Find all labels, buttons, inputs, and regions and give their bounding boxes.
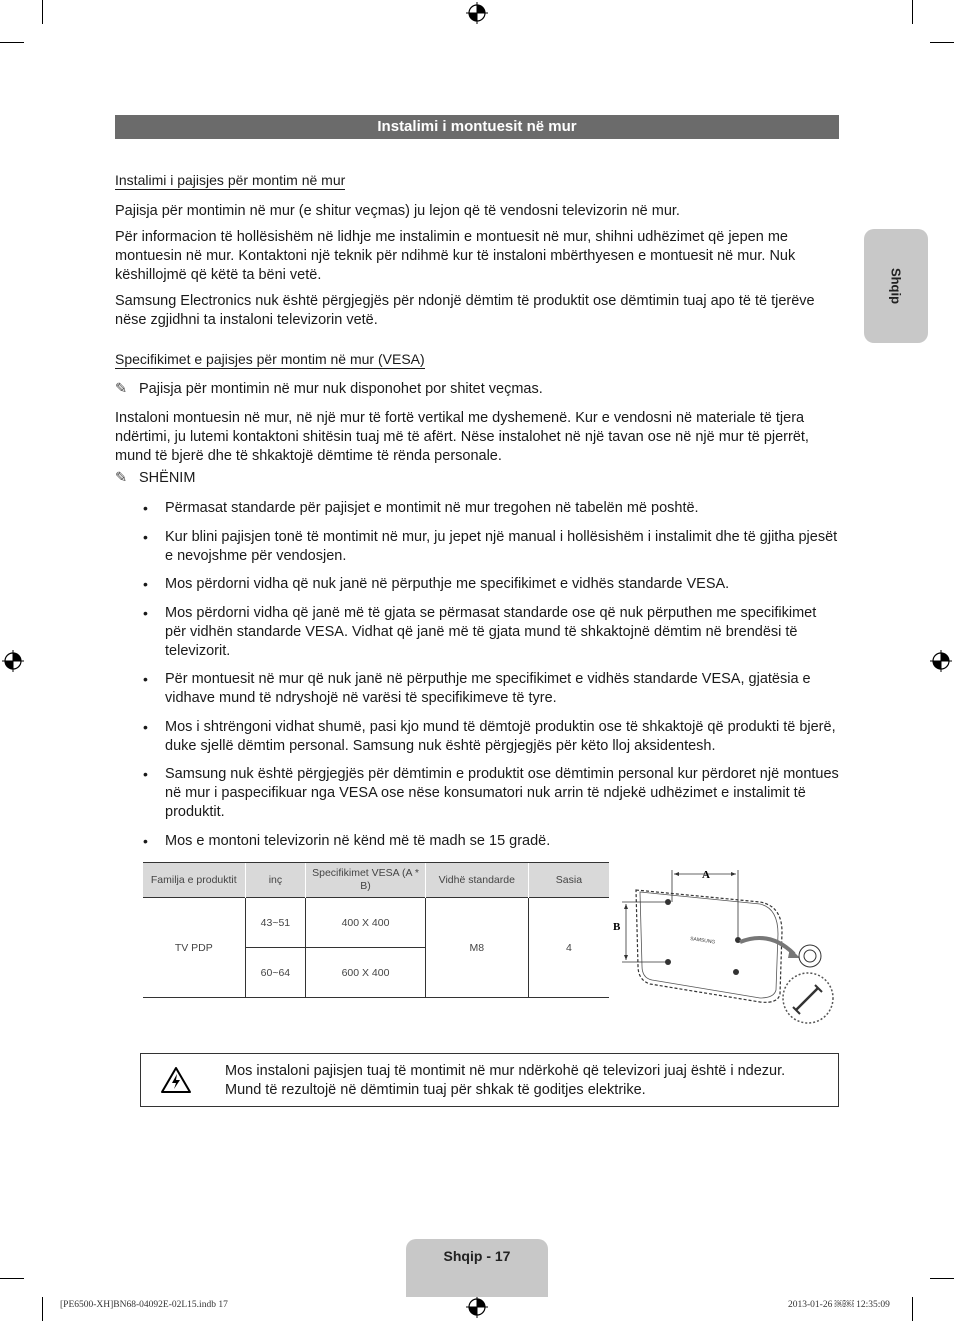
table-header: inç [245, 863, 306, 898]
paragraph: Instaloni montuesin në mur, në një mur të fortë vertikal me dyshemenë. Kur e vendosni në materiale të tjera ndërtimi, ju lutemi kontaktoni shitësin tuaj më të afërt. Nëse instalohet në një tavan ose në një mur të pjerrët, mund të bjerë dhe të shkaktojë dëmtime të rënda personale. [115, 410, 809, 464]
registration-mark-icon [2, 650, 24, 672]
warning-text: Mos instaloni pajisjen tuaj të montimit në mur ndërkohë që televizori juaj është i ndezur. Mund të rezultojë në dëmtimin tuaj për shkak të goditjes elektrike. [225, 1063, 786, 1098]
crop-mark [42, 0, 43, 24]
subheading-vesa-specs: Specifikimet e pajisjes për montim në mur (VESA) [115, 351, 425, 367]
list-item: • Mos i shtrëngoni vidhat shumë, pasi kjo mund të dëmtojë produktin ose të shkaktojë që produkti të bjerë, duke sjellë dëmtim personal. Samsung nuk është përgjegjës për këto lloj aksidentesh. [143, 718, 839, 756]
crop-mark [42, 1297, 43, 1321]
tv-wall-mount-diagram [610, 862, 840, 1030]
language-side-tab [864, 229, 928, 343]
table-cell-qty: 4 [528, 898, 609, 998]
note-heading [115, 469, 839, 488]
warning-electric-shock-icon [160, 1066, 192, 1094]
pencil-note-icon: ✎ [115, 381, 128, 397]
note-label: SHËNIM [139, 470, 196, 486]
crop-mark [0, 1278, 24, 1279]
note-line [115, 380, 839, 399]
table-cell-inch: 60~64 [245, 948, 306, 998]
paragraph: Samsung Electronics nuk është përgjegjës për ndonjë dëmtim të produktit ose dëmtimin tuaj apo të të tjerëve nëse zgjidhni ta instaloni televizorin vetë. [115, 293, 815, 328]
crop-mark [930, 42, 954, 43]
table-header-row [143, 863, 609, 898]
footer-file-info: [PE6500-XH]BN68-04092E-02L15.indb 17 [60, 1300, 228, 1310]
diagram-brand-text: SAMSUNG [689, 936, 716, 946]
page-number: Shqip - 17 [443, 1248, 511, 1264]
table-cell-family: TV PDP [143, 898, 245, 998]
table-cell-vesa: 600 X 400 [306, 948, 426, 998]
side-tab-label: Shqip [888, 267, 904, 305]
note-text: Pajisja për montimin në mur nuk disponohet por shitet veçmas. [139, 381, 543, 397]
crop-mark [0, 42, 24, 43]
table-header: Specifikimet VESA (A * B) [306, 863, 426, 898]
list-item: • Kur blini pajisjen tonë të montimit në mur, ju jepet një manual i hollësishëm i instalimit dhe të gjitha pjesët e nevojshme për vendosjen. [143, 528, 839, 566]
crop-mark [912, 1297, 913, 1321]
crop-mark [912, 0, 913, 24]
list-item: • Mos e montoni televizorin në kënd më të madh se 15 gradë. [143, 832, 839, 851]
table-header: Vidhë standarde [425, 863, 528, 898]
table-header: Sasia [528, 863, 609, 898]
diagram-label-b: B [613, 921, 621, 933]
registration-mark-icon [466, 1296, 488, 1318]
table-row [143, 898, 609, 948]
table-header: Familja e produktit [143, 863, 245, 898]
table-cell-vesa: 400 X 400 [306, 898, 426, 948]
list-item: • Për montuesit në mur që nuk janë në përputhje me specifikimet e vidhës standarde VESA, gjatësia e vidhave mund të ndryshojë në varësi të specifikimeve të tyre. [143, 670, 839, 708]
list-item: • Samsung nuk është përgjegjës për dëmtimin e produktit ose dëmtimin personal kur përdoret një montues në mur i paspecifikuar nga VESA ose nëse konsumatori nuk arrin të ndjekë udhëzimet e instalimit të produktit. [143, 765, 839, 822]
pencil-note-icon: ✎ [115, 470, 128, 486]
paragraph: Pajisja për montimin në mur (e shitur veçmas) ju lejon që të vendosni televizorin në mur. [115, 203, 680, 219]
section-title: Instalimi i montuesit në mur [115, 115, 839, 139]
registration-mark-icon [466, 2, 488, 24]
footer-timestamp: 2013-01-26 ￼￼ 12:35:09 [788, 1300, 890, 1310]
page-number-tab [406, 1239, 548, 1297]
table-cell-screw: M8 [425, 898, 528, 998]
list-item: • Mos përdorni vidha që nuk janë në përputhje me specifikimet e vidhës standarde VESA. [143, 575, 839, 594]
table-cell-inch: 43~51 [245, 898, 306, 948]
subheading-wall-mount-install: Instalimi i pajisjes për montim në mur [115, 172, 346, 188]
list-item: • Mos përdorni vidha që janë më të gjata se përmasat standarde ose që nuk përputhen me specifikimet për vidhën standarde VESA. Vidhat që janë më të gjata mund të shkaktojnë dëmtim në brendësi të televizorit. [143, 604, 839, 661]
paragraph: Për informacion të hollësishëm në lidhje me instalimin e montuesit në mur, shihni udhëzimet që jepen me montuesin në mur. Kontaktoni një teknik për ndihmë kur të instaloni mbërthyesen e montuesit në mur. Nuk këshillojmë që këtë ta bëni vetë. [115, 229, 796, 283]
list-item: • Përmasat standarde për pajisjet e montimit në mur tregohen në tabelën më poshtë. [143, 499, 839, 518]
vesa-spec-table [143, 862, 609, 998]
registration-mark-icon [930, 650, 952, 672]
crop-mark [930, 1278, 954, 1279]
notes-list [143, 499, 839, 860]
diagram-label-a: A [702, 869, 710, 881]
